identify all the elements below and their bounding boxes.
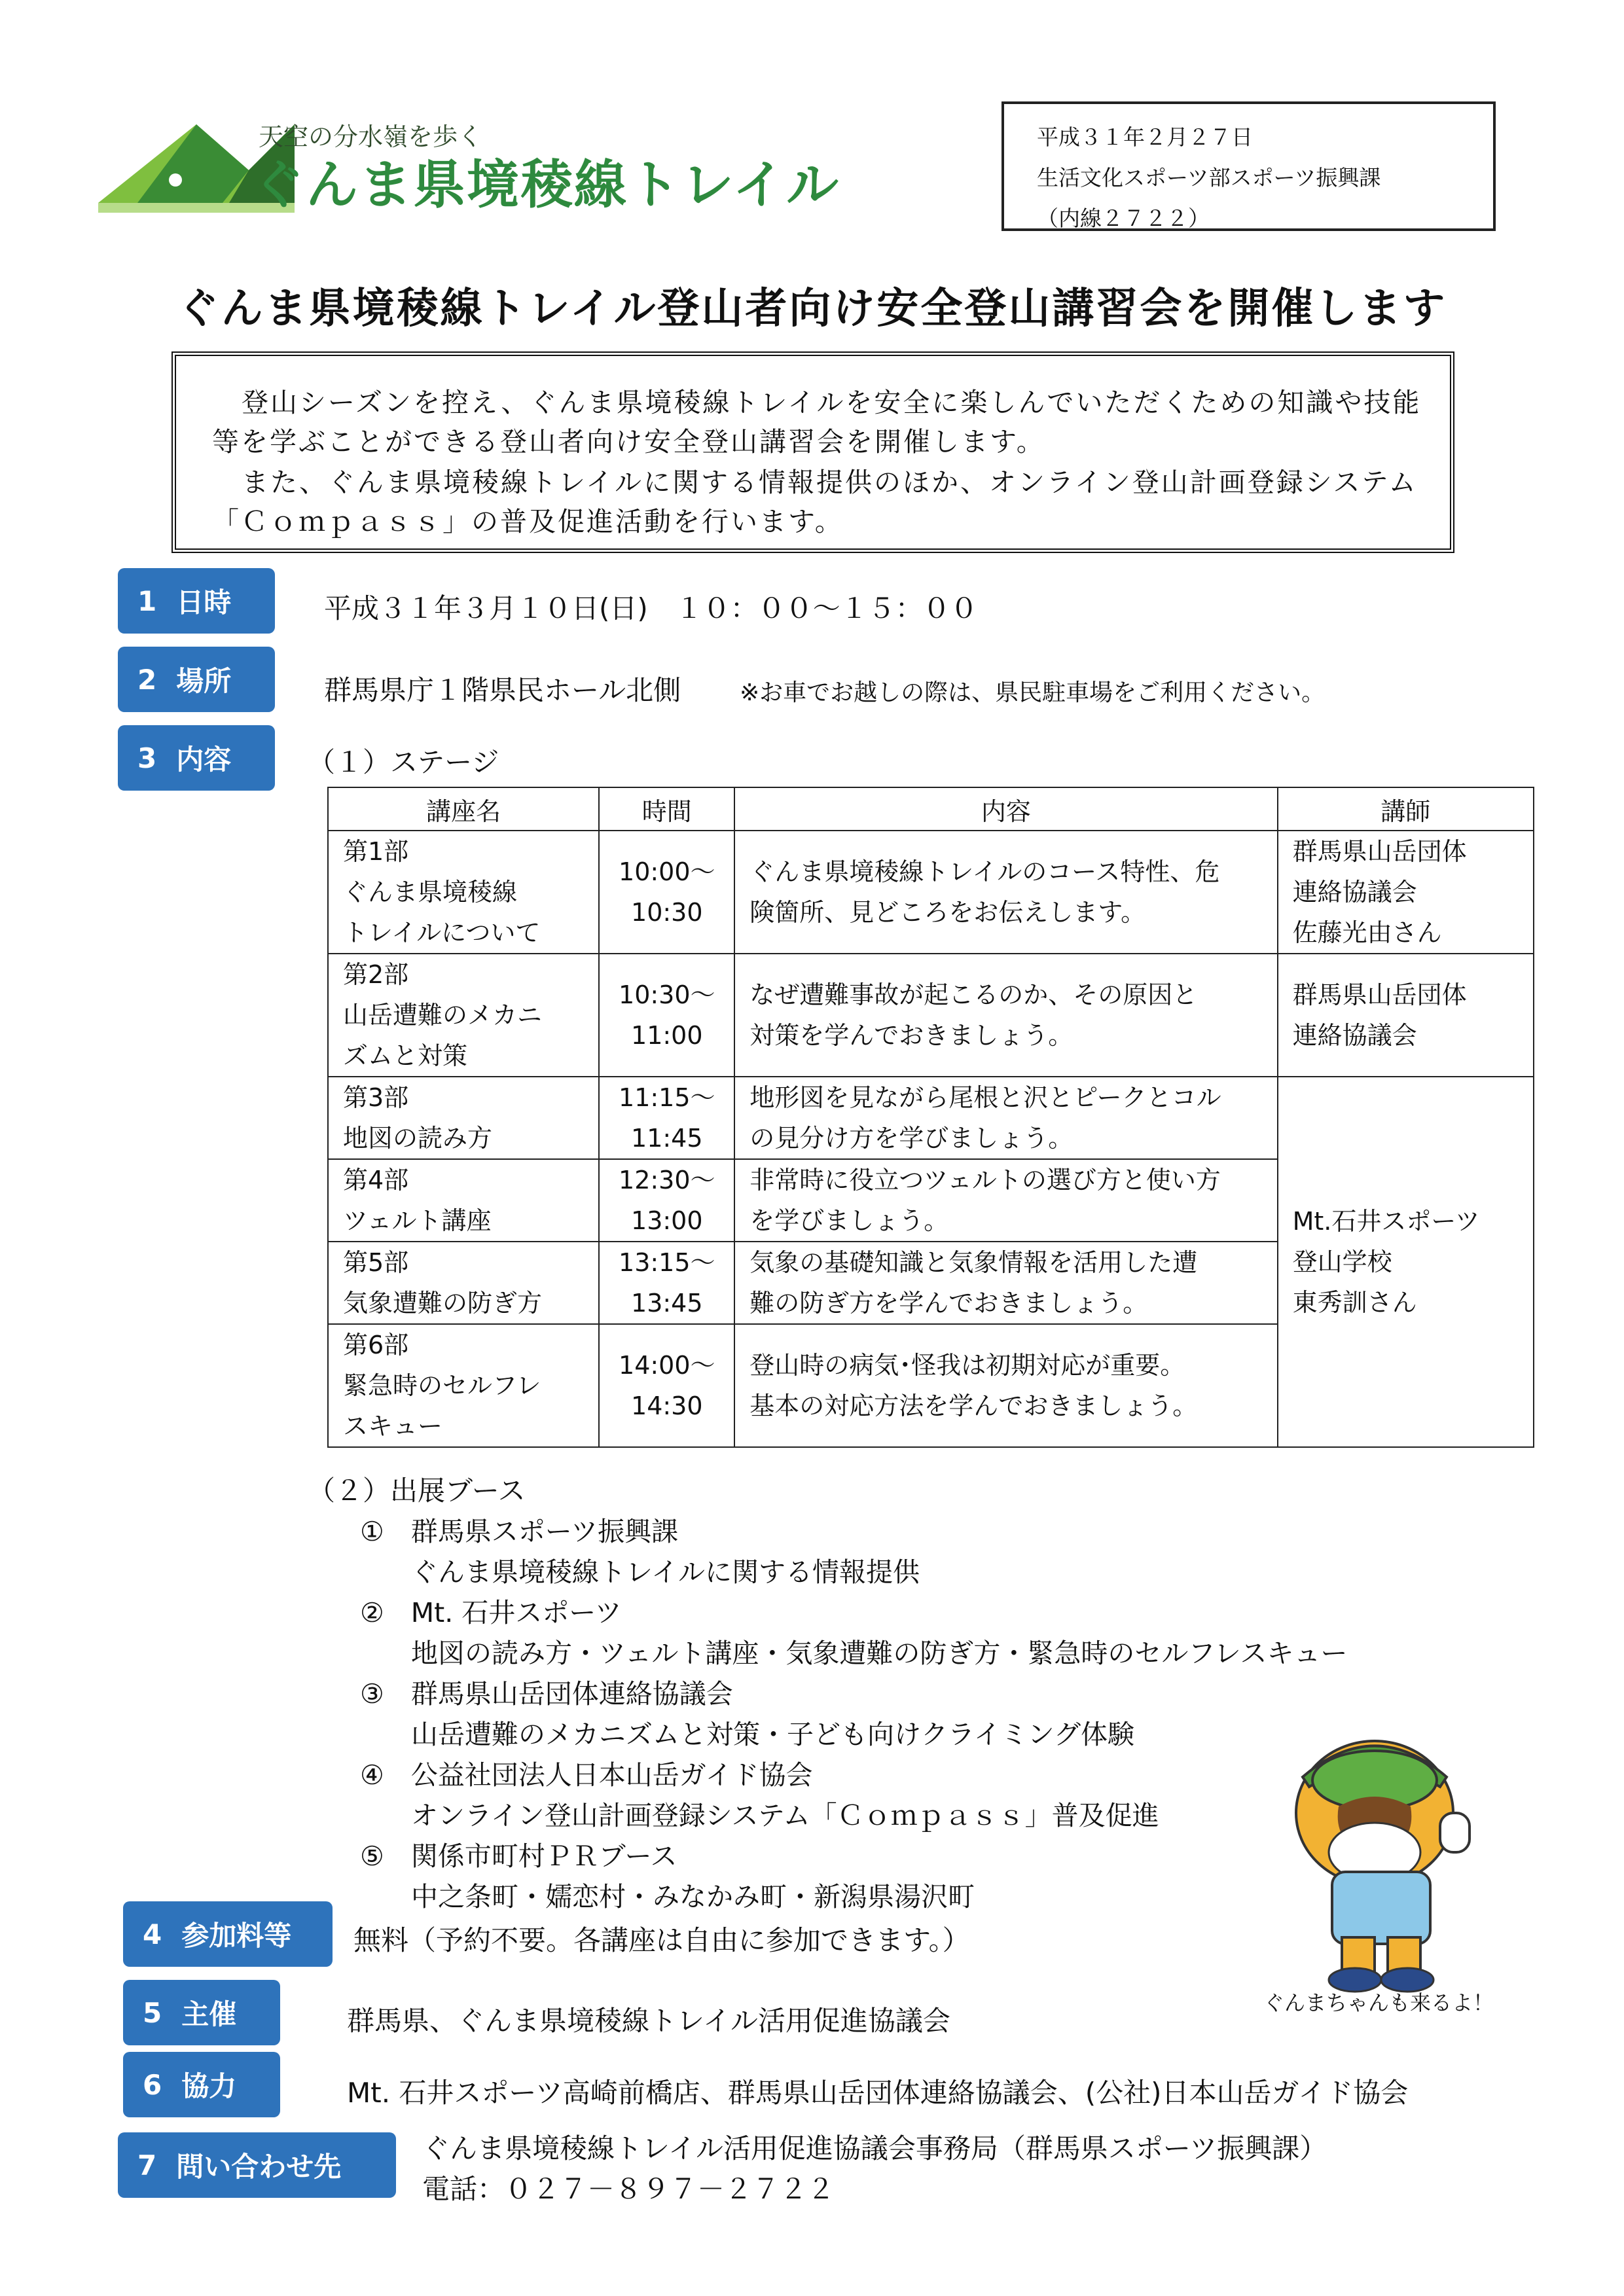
logo-subtitle: 天空の分水嶺を歩く bbox=[259, 122, 483, 151]
mascot-caption: ぐんまちゃんも来るよ！ bbox=[1263, 1990, 1494, 2015]
intro-line: 登山シーズンを控え、ぐんま県境稜線トレイルを安全に楽しんでいただくための知識や技能 bbox=[242, 387, 1422, 418]
section-5-badge bbox=[123, 1980, 280, 2045]
header-lecturer: 講師 bbox=[1278, 787, 1534, 831]
booth-desc: 山岳遭難のメカニズムと対策・子ども向けクライミング体験 bbox=[411, 1719, 1134, 1750]
section-5-text: 群馬県、ぐんま県境稜線トレイル活用促進協議会 bbox=[347, 2005, 950, 2037]
section-number: 1 bbox=[137, 584, 157, 617]
intro-line: また、ぐんま県境稜線トレイルに関する情報提供のほか、オンライン登山計画登録システム bbox=[242, 467, 1418, 498]
contact-phone: 電話：０２７－８９７－２７２２ bbox=[422, 2173, 835, 2205]
section-label: 日時 bbox=[176, 586, 232, 619]
table-row: 第3部 地図の読み方 11:15～ 11:45 地形図を見ながら尾根と沢とピークとコル の見分け方を学びましょう。 Mt.石井スポーツ 登山学校 東秀訓さん bbox=[328, 1077, 1534, 1159]
page-title: ぐんま県境稜線トレイル登山者向け安全登山講習会を開催します bbox=[177, 285, 1447, 333]
section-3-badge bbox=[118, 725, 275, 791]
section-7-badge bbox=[118, 2132, 396, 2198]
table-row: 第4部 ツェルト講座 12:30～ 13:00 非常時に役立つツェルトの選び方と使い方 を学びましょう。 bbox=[328, 1159, 1534, 1242]
table-row: 第2部 山岳遭難のメカニ ズムと対策 10:30～ 11:00 なぜ遭難事故が起こるのか、その原因と 対策を学んでおきましょう。 群馬県山岳団体 連絡協議会 bbox=[328, 954, 1534, 1077]
table-row: 第6部 緊急時のセルフレ スキュー 14:00～ 14:30 登山時の病気･怪我は初期対応が重要。 基本の対応方法を学んでおきましょう。 bbox=[328, 1324, 1534, 1447]
section-number: 7 bbox=[137, 2149, 157, 2181]
intro-line: 「Ｃｏｍｐａｓｓ」の普及促進活動を行います。 bbox=[212, 506, 844, 537]
section-label: 場所 bbox=[176, 665, 232, 697]
section-number: 3 bbox=[137, 742, 157, 774]
booth-desc: オンライン登山計画登録システム「Ｃｏｍｐａｓｓ」普及促進 bbox=[411, 1800, 1159, 1831]
section-1-text: 平成３１年３月１０日(日) １０：００～１５：００ bbox=[324, 592, 978, 624]
issue-date: 平成３１年２月２７日 bbox=[1037, 124, 1253, 150]
section-label: 主催 bbox=[181, 1998, 237, 2030]
stage-heading: （１）ステージ bbox=[308, 746, 499, 778]
booth-item: ③ 群馬県山岳団体連絡協議会 bbox=[360, 1678, 733, 1710]
table-row: 第1部 ぐんま県境稜線 トレイルについて 10:00～ 10:30 ぐんま県境稜線トレイルのコース特性、危 険箇所、見どころをお伝えします。 群馬県山岳団体 連絡協議会 佐藤光由さん bbox=[328, 831, 1534, 954]
section-1-badge bbox=[118, 568, 275, 634]
section-4-text: 無料（予約不要。各講座は自由に参加できます。） bbox=[353, 1924, 970, 1956]
table-row: 第5部 気象遭難の防ぎ方 13:15～ 13:45 気象の基礎知識と気象情報を活用した遭 難の防ぎ方を学んでおきましょう。 bbox=[328, 1242, 1534, 1324]
section-6-text: Mt. 石井スポーツ高崎前橋店、群馬県山岳団体連絡協議会、(公社)日本山岳ガイド協会 bbox=[347, 2077, 1409, 2109]
booth-desc: 中之条町・嬬恋村・みなかみ町・新潟県湯沢町 bbox=[411, 1881, 975, 1912]
intro-line: 等を学ぶことができる登山者向け安全登山講習会を開催します。 bbox=[212, 426, 1045, 457]
section-number: 5 bbox=[143, 1996, 162, 2029]
issue-extension: （内線２７２２） bbox=[1037, 206, 1210, 231]
booth-item: ⑤ 関係市町村ＰＲブース bbox=[360, 1840, 677, 1872]
header-name: 講座名 bbox=[328, 787, 599, 831]
intro-box bbox=[171, 351, 1454, 553]
header-time: 時間 bbox=[599, 787, 734, 831]
section-6-badge bbox=[123, 2052, 280, 2117]
stage-table bbox=[327, 787, 1534, 1448]
section-number: 4 bbox=[143, 1918, 162, 1950]
table-header-row bbox=[328, 787, 1534, 831]
booth-desc: 地図の読み方・ツェルト講座・気象遭難の防ぎ方・緊急時のセルフレスキュー bbox=[411, 1638, 1348, 1669]
booth-heading: （２）出展ブース bbox=[308, 1475, 526, 1507]
header-content: 内容 bbox=[734, 787, 1277, 831]
booth-desc: ぐんま県境稜線トレイルに関する情報提供 bbox=[411, 1556, 920, 1588]
section-label: 参加料等 bbox=[181, 1920, 292, 1952]
section-2-badge bbox=[118, 647, 275, 712]
section-4-badge bbox=[123, 1901, 333, 1967]
booth-item: ① 群馬県スポーツ振興課 bbox=[360, 1516, 679, 1547]
section-7-text: ぐんま県境稜線トレイル活用促進協議会事務局（群馬県スポーツ振興課） bbox=[422, 2132, 1327, 2164]
section-label: 内容 bbox=[176, 744, 232, 776]
issue-info-box bbox=[1001, 101, 1496, 231]
section-number: 2 bbox=[137, 663, 157, 696]
issue-department: 生活文化スポーツ部スポーツ振興課 bbox=[1037, 165, 1381, 190]
logo-name: ぐんま県境稜線トレイル bbox=[252, 154, 840, 215]
gunmachan-mascot-illustration bbox=[1276, 1715, 1492, 1996]
merged-lecturer-cell: Mt.石井スポーツ 登山学校 東秀訓さん bbox=[1278, 1077, 1534, 1447]
section-number: 6 bbox=[143, 2068, 162, 2101]
section-2-text: 群馬県庁１階県民ホール北側 bbox=[324, 674, 681, 706]
section-label: 問い合わせ先 bbox=[176, 2151, 342, 2183]
section-label: 協力 bbox=[181, 2070, 237, 2102]
booth-item: ② Mt. 石井スポーツ bbox=[360, 1597, 622, 1628]
booth-item: ④ 公益社団法人日本山岳ガイド協会 bbox=[360, 1759, 813, 1791]
section-2-note: ※お車でお越しの際は、県民駐車場をご利用ください。 bbox=[740, 679, 1326, 706]
